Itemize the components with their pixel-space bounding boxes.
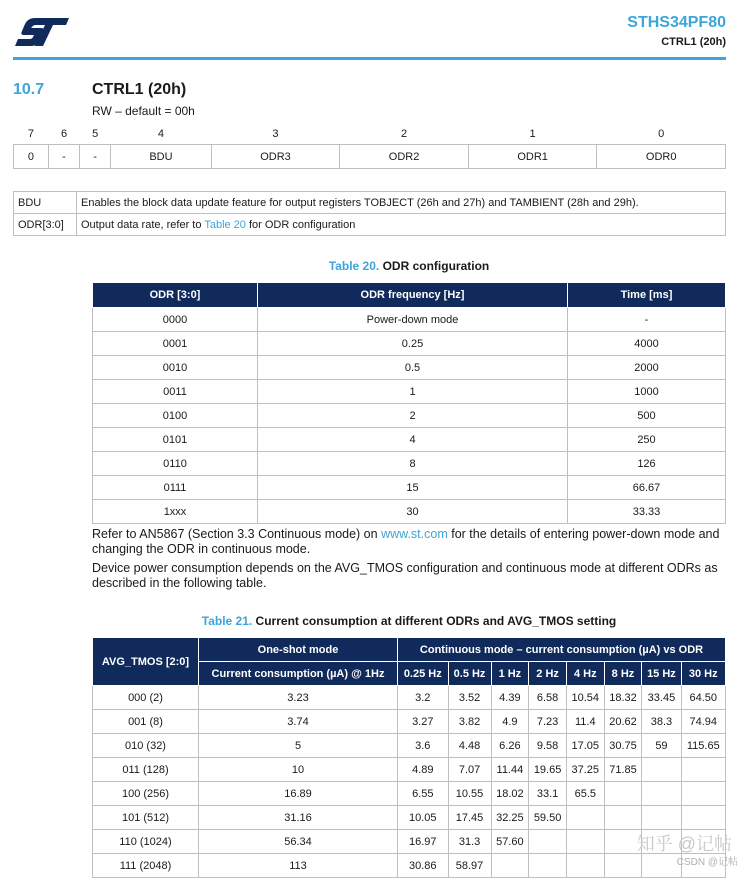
table-cell: 113	[199, 854, 398, 878]
table-cell: 4.39	[491, 686, 529, 710]
table-cell: 71.85	[604, 758, 642, 782]
bit-description-key: BDU	[14, 192, 77, 214]
bit-name: ODR3	[211, 145, 340, 169]
table-cell	[566, 830, 604, 854]
column-header: Current consumption (µA) @ 1Hz	[199, 662, 398, 686]
table-cell: 010 (32)	[93, 734, 199, 758]
table-cell: 74.94	[681, 710, 725, 734]
table-cell: 59	[642, 734, 681, 758]
bit-name: ODR2	[340, 145, 469, 169]
paragraph-power-consumption: Device power consumption depends on the AVG_TMOS configuration and continuous mode at different ODRs as described in the following table.	[92, 561, 718, 590]
table-row	[93, 500, 726, 524]
table-cell: 10	[199, 758, 398, 782]
table-cell	[566, 806, 604, 830]
table-cell: 19.65	[529, 758, 567, 782]
table-cell: 2000	[568, 356, 726, 380]
bit-position-row	[14, 124, 726, 145]
table-cell: 57.60	[491, 830, 529, 854]
table-cell: 115.65	[681, 734, 725, 758]
column-header: One-shot mode	[199, 638, 398, 662]
table-row	[93, 308, 726, 332]
table-cell: 33.1	[529, 782, 567, 806]
table-cell: 30.86	[398, 854, 449, 878]
bit-description-row	[14, 192, 726, 214]
bit-position: 4	[157, 128, 165, 140]
table-cell: 0.5	[258, 356, 568, 380]
table-body	[93, 686, 726, 878]
table-cell: 0000	[93, 308, 258, 332]
caption-text: Current consumption at different ODRs and AVG_TMOS setting	[252, 614, 617, 628]
table-cell: 20.62	[604, 710, 642, 734]
table-cell: 31.16	[199, 806, 398, 830]
table-row	[93, 332, 726, 356]
table-cell: 7.07	[448, 758, 491, 782]
table-cell	[642, 782, 681, 806]
table-cell: 4000	[568, 332, 726, 356]
table-cell: 1000	[568, 380, 726, 404]
table-cell: Power-down mode	[258, 308, 568, 332]
paragraph-an5867	[92, 527, 732, 557]
table-cell: 30	[258, 500, 568, 524]
bit-name: 0	[14, 145, 49, 169]
column-header: ODR [3:0]	[93, 283, 258, 308]
table-cell	[642, 806, 681, 830]
table-row	[93, 476, 726, 500]
table-cell: 0110	[93, 452, 258, 476]
header-divider	[13, 57, 726, 60]
document-title: STHS34PF80	[627, 14, 726, 31]
table-cell: 5	[199, 734, 398, 758]
bit-position: 1	[529, 128, 536, 140]
table-cell: 18.02	[491, 782, 529, 806]
table-row	[93, 782, 726, 806]
table-cell: 8	[258, 452, 568, 476]
table-body	[93, 308, 726, 524]
table-cell: 3.6	[398, 734, 449, 758]
caption-text: ODR configuration	[379, 259, 490, 273]
table-cell: 0100	[93, 404, 258, 428]
table-cell: 17.45	[448, 806, 491, 830]
table-cell: 6.55	[398, 782, 449, 806]
odr-column-header: 8 Hz	[604, 662, 642, 686]
bit-description-text: Enables the block data update feature for output registers TOBJECT (26h and 27h) and TAMBIENT (28h and 29h).	[77, 192, 726, 214]
table-cell: 000 (2)	[93, 686, 199, 710]
bit-name: -	[80, 145, 111, 169]
odr-column-header: 0.25 Hz	[398, 662, 449, 686]
column-header: AVG_TMOS [2:0]	[93, 638, 199, 686]
table-cell: 0111	[93, 476, 258, 500]
table-cell: 33.33	[568, 500, 726, 524]
table-cell: 6.58	[529, 686, 567, 710]
table-cell: 10.55	[448, 782, 491, 806]
bit-position: 0	[658, 128, 665, 140]
table-cell: 59.50	[529, 806, 567, 830]
table-cell: 7.23	[529, 710, 567, 734]
bit-description-key: ODR[3:0]	[14, 214, 77, 236]
table-cell: 33.45	[642, 686, 681, 710]
odr-configuration-table	[92, 282, 726, 524]
table-cell: 38.3	[642, 710, 681, 734]
paragraph-text: for the details of entering power-down mode and changing the ODR in continuous mode.	[92, 527, 720, 556]
odr-column-header: 15 Hz	[642, 662, 681, 686]
table-row	[93, 380, 726, 404]
caption-number: Table 21.	[201, 614, 253, 628]
table-cell: 65.5	[566, 782, 604, 806]
table-cell: 0001	[93, 332, 258, 356]
table-cell: 4.89	[398, 758, 449, 782]
bit-name: -	[48, 145, 79, 169]
table-row	[93, 710, 726, 734]
table-cell	[681, 806, 725, 830]
table-cell: 250	[568, 428, 726, 452]
table-cell: 3.82	[448, 710, 491, 734]
table-cell	[681, 782, 725, 806]
table-cell: 18.32	[604, 686, 642, 710]
table-cell: 4	[258, 428, 568, 452]
table-cell	[604, 782, 642, 806]
table-cell: 66.67	[568, 476, 726, 500]
st-logo-icon	[13, 16, 71, 48]
table-row	[93, 356, 726, 380]
bit-name: BDU	[111, 145, 212, 169]
table-row	[93, 428, 726, 452]
table-header-row	[93, 283, 726, 308]
table-cell: 3.27	[398, 710, 449, 734]
table-cell: 15	[258, 476, 568, 500]
table-20-caption	[92, 259, 726, 273]
desc-text-post: for ODR configuration	[245, 218, 356, 231]
table-row	[93, 806, 726, 830]
table-cell	[604, 806, 642, 830]
table-row	[93, 830, 726, 854]
table-cell	[642, 758, 681, 782]
table-cell: 1xxx	[93, 500, 258, 524]
register-default: RW – default = 00h	[92, 104, 195, 118]
zhihu-watermark: 知乎 @记帖	[636, 834, 732, 854]
bit-name-row	[14, 145, 726, 169]
paragraph-text: Refer to AN5867 (Section 3.3 Continuous mode) on	[92, 527, 382, 541]
bit-name: ODR1	[468, 145, 597, 169]
bit-position: 3	[272, 128, 279, 140]
table-cell: 31.3	[448, 830, 491, 854]
table-21-caption	[92, 614, 726, 628]
table-cell: 9.58	[529, 734, 567, 758]
table-cell: 011 (128)	[93, 758, 199, 782]
table-row	[93, 404, 726, 428]
table-cell: 3.52	[448, 686, 491, 710]
table-row	[93, 686, 726, 710]
table-20-link[interactable]: Table 20	[204, 218, 246, 231]
bit-position: 6	[60, 128, 68, 140]
table-cell: 17.05	[566, 734, 604, 758]
table-cell: 58.97	[448, 854, 491, 878]
bit-name: ODR0	[597, 145, 726, 169]
current-consumption-table	[92, 637, 726, 878]
table-cell: 101 (512)	[93, 806, 199, 830]
table-cell: 0101	[93, 428, 258, 452]
document-subtitle: CTRL1 (20h)	[661, 36, 726, 48]
section-number: 10.7	[13, 81, 45, 98]
table-cell: 3.2	[398, 686, 449, 710]
table-cell: 4.48	[448, 734, 491, 758]
odr-column-header: 30 Hz	[681, 662, 725, 686]
column-header: Continuous mode – current consumption (µA) vs ODR	[398, 638, 726, 662]
desc-text-pre: Output data rate, refer to	[81, 218, 205, 231]
table-cell: 10.05	[398, 806, 449, 830]
table-cell: 64.50	[681, 686, 725, 710]
table-cell: 56.34	[199, 830, 398, 854]
table-cell: 2	[258, 404, 568, 428]
odr-column-header: 2 Hz	[529, 662, 567, 686]
bit-position: 5	[92, 128, 99, 140]
table-cell	[529, 830, 567, 854]
table-cell: 1	[258, 380, 568, 404]
table-cell	[681, 758, 725, 782]
bit-description-text	[77, 214, 726, 236]
table-cell: 3.23	[199, 686, 398, 710]
table-cell: 500	[568, 404, 726, 428]
table-header-row	[93, 638, 726, 662]
table-cell: 10.54	[566, 686, 604, 710]
st-website-link[interactable]: www.st.com	[381, 527, 448, 541]
table-cell: 0010	[93, 356, 258, 380]
table-cell: 37.25	[566, 758, 604, 782]
table-cell: 30.75	[604, 734, 642, 758]
odr-column-header: 1 Hz	[491, 662, 529, 686]
table-cell: 4.9	[491, 710, 529, 734]
table-cell: 32.25	[491, 806, 529, 830]
register-bit-map	[13, 124, 726, 169]
bit-position: 2	[400, 128, 408, 140]
bit-description-row	[14, 214, 726, 236]
table-cell: 16.97	[398, 830, 449, 854]
table-cell: -	[568, 308, 726, 332]
table-row	[93, 758, 726, 782]
table-cell: 0011	[93, 380, 258, 404]
table-cell: 111 (2048)	[93, 854, 199, 878]
bit-position: 7	[27, 128, 35, 140]
odr-column-header: 0.5 Hz	[448, 662, 491, 686]
caption-number: Table 20.	[328, 259, 380, 273]
table-cell: 0.25	[258, 332, 568, 356]
table-cell: 001 (8)	[93, 710, 199, 734]
table-cell: 11.4	[566, 710, 604, 734]
table-cell: 6.26	[491, 734, 529, 758]
odr-column-header: 4 Hz	[566, 662, 604, 686]
csdn-watermark: CSDN @记帖	[676, 857, 738, 868]
table-cell: 16.89	[199, 782, 398, 806]
table-cell: 126	[568, 452, 726, 476]
table-row	[93, 734, 726, 758]
section-title: CTRL1 (20h)	[92, 81, 187, 98]
table-row	[93, 452, 726, 476]
table-cell: 11.44	[491, 758, 529, 782]
table-cell: 100 (256)	[93, 782, 199, 806]
bit-description-table	[13, 191, 726, 236]
column-header: ODR frequency [Hz]	[258, 283, 568, 308]
table-cell: 3.74	[199, 710, 398, 734]
column-header: Time [ms]	[568, 283, 726, 308]
table-cell: 110 (1024)	[93, 830, 199, 854]
